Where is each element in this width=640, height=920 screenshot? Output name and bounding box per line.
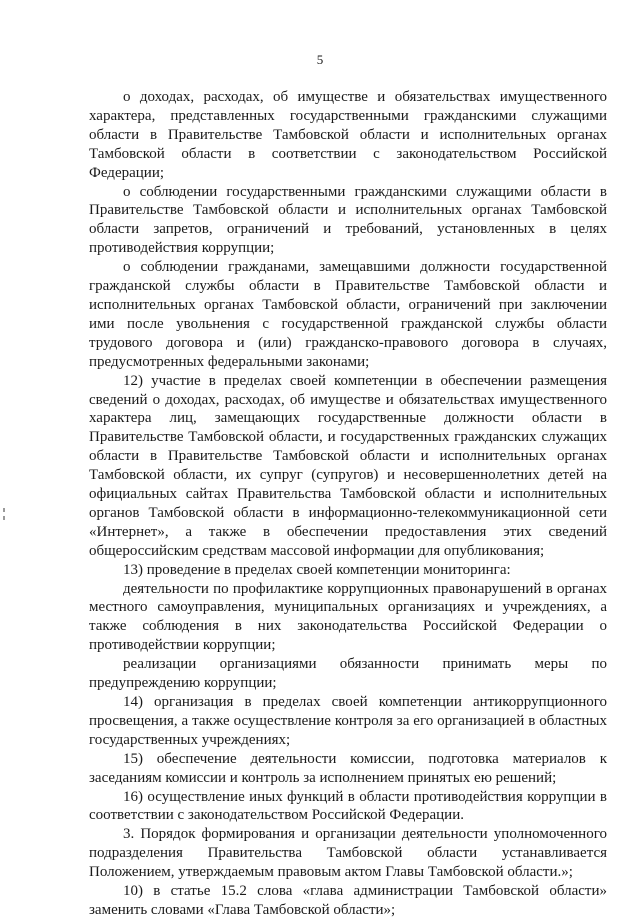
margin-mark xyxy=(3,516,5,520)
paragraph: 14) организация в пределах своей компетенции антикоррупционного просвещения, а также осуществление контроля за его организацией в областных государственных учреждениях; xyxy=(89,694,607,748)
page-number: 5 xyxy=(316,52,324,67)
margin-mark xyxy=(3,508,5,512)
paragraph: 10) в статье 15.2 слова «глава администрации Тамбовской области» заменить словами «Глава Тамбовской области»; xyxy=(89,883,607,918)
paragraph: о соблюдении гражданами, замещавшими должности государственной гражданской службы области в Правительстве Тамбовской области и исполнительных органах Тамбовской области, ограничений при заключении ими после увольнения с государственной гражданской службы области трудового договора и (или) гражданско-правового договора в случаях, предусмотренных федеральными законами; xyxy=(89,259,607,370)
paragraph: 12) участие в пределах своей компетенции в обеспечении размещения сведений о доходах, расходах, об имуществе и обязательствах имущественного характера лиц, замещающих государственные должности области в Правительстве Тамбовской области, и государственных гражданских служащих области в Правительстве Тамбовской области и исполнительных органах Тамбовской области, их супруг (супругов) и несовершеннолетних детей на официальных сайтах Правительства Тамбовской области и исполнительных органов Тамбовской области в информационно-телекоммуникационной сети «Интернет», а также в обеспечении предоставления этих сведений общероссийским средствам массовой информации для опубликования; xyxy=(89,372,607,559)
paragraph: деятельности по профилактике коррупционных правонарушений в органах местного самоуправления, муниципальных организациях и учреждениях, а также соблюдения в них законодательства Российской Федерации о противодействии коррупции; xyxy=(89,580,607,654)
paragraph: 13) проведение в пределах своей компетенции мониторинга: xyxy=(123,561,511,578)
paragraph: 15) обеспечение деятельности комиссии, подготовка материалов к заседаниям комиссии и контроль за исполнением принятых ею решений; xyxy=(89,750,607,786)
paragraph: о соблюдении государственными гражданскими служащими области в Правительстве Тамбовской области и исполнительных органах Тамбовской области запретов, ограничений и требований, установленных в целях противодействия коррупции; xyxy=(89,183,607,257)
document-body xyxy=(89,88,607,920)
paragraph: 16) осуществление иных функций в области противодействия коррупции в соответствии с законодательством Российской Федерации. xyxy=(89,788,607,824)
paragraph: реализации организациями обязанности принимать меры по предупреждению коррупции; xyxy=(89,656,607,692)
paragraph: о доходах, расходах, об имуществе и обязательствах имущественного характера, представленных государственными гражданскими служащими области в Правительстве Тамбовской области и исполнительных органах Тамбовской области в соответствии с законодательством Российской Федерации; xyxy=(89,89,607,181)
paragraph: 3. Порядок формирования и организации деятельности уполномоченного подразделения Правительства Тамбовской области устанавливается Положением, утверждаемым правовым актом Главы Тамбовской области.»; xyxy=(89,826,607,881)
